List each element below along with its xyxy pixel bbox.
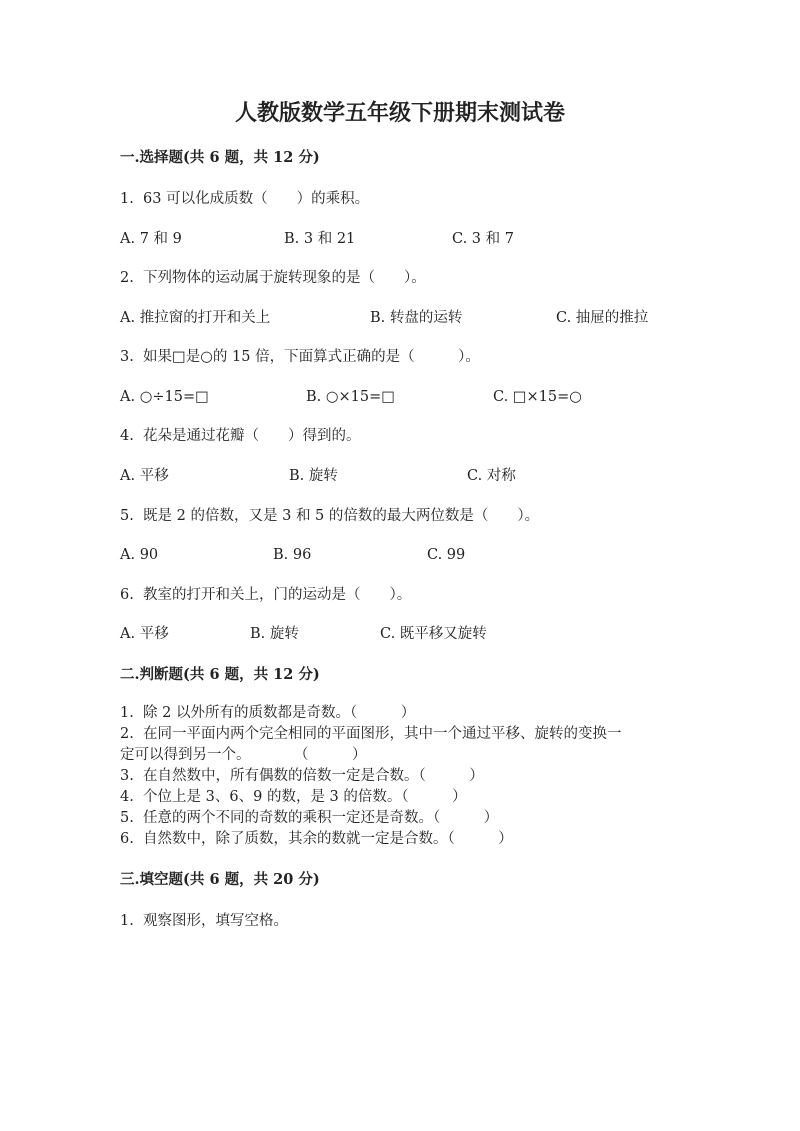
option-b: B. 转盘的运转 bbox=[370, 310, 463, 326]
option-a: A. ○÷15=□ bbox=[120, 389, 209, 405]
judge-item: 6. 自然数中，除了质数，其余的数就一定是合数。（ ） bbox=[120, 831, 513, 847]
judge-item: 4. 个位上是 3、6、9 的数，是 3 的倍数。（ ） bbox=[120, 789, 467, 805]
question-stem: 4. 花朵是通过花瓣（ ）得到的。 bbox=[120, 428, 361, 444]
question-stem: 1. 观察图形，填写空格。 bbox=[120, 913, 289, 929]
section-heading-fill: 三.填空题(共 6 题，共 20 分) bbox=[120, 871, 320, 888]
option-c: C. □×15=○ bbox=[493, 389, 582, 405]
option-b: B. 96 bbox=[273, 547, 312, 563]
option-b: B. 3 和 21 bbox=[284, 231, 356, 247]
option-b: B. 旋转 bbox=[250, 626, 299, 642]
option-c: C. 3 和 7 bbox=[452, 231, 514, 247]
option-c: C. 既平移又旋转 bbox=[380, 626, 487, 642]
section-heading-choice: 一.选择题(共 6 题，共 12 分) bbox=[120, 149, 320, 166]
option-c: C. 抽屉的推拉 bbox=[556, 310, 649, 326]
judge-item: 3. 在自然数中，所有偶数的倍数一定是合数。（ ） bbox=[120, 768, 484, 784]
question-stem: 3. 如果□是○的 15 倍，下面算式正确的是（ ）。 bbox=[120, 349, 480, 365]
question-stem: 2. 下列物体的运动属于旋转现象的是（ ）。 bbox=[120, 270, 426, 286]
judge-item: 2. 在同一平面内两个完全相同的平面图形，其中一个通过平移、旋转的变换一 bbox=[120, 726, 622, 742]
option-b: B. ○×15=□ bbox=[306, 389, 395, 405]
question-stem: 6. 教室的打开和关上，门的运动是（ ）。 bbox=[120, 587, 412, 603]
judge-item: 1. 除 2 以外所有的质数都是奇数。（ ） bbox=[120, 705, 416, 721]
option-b: B. 旋转 bbox=[289, 468, 338, 484]
option-a: A. 7 和 9 bbox=[120, 231, 182, 247]
judge-item: 5. 任意的两个不同的奇数的乘积一定还是奇数。（ ） bbox=[120, 810, 499, 826]
option-a: A. 90 bbox=[120, 547, 159, 563]
section-heading-judge: 二.判断题(共 6 题，共 12 分) bbox=[120, 666, 320, 683]
option-c: C. 99 bbox=[427, 547, 466, 563]
option-a: A. 推拉窗的打开和关上 bbox=[120, 310, 271, 326]
option-a: A. 平移 bbox=[120, 468, 169, 484]
page-title: 人教版数学五年级下册期末测试卷 bbox=[234, 100, 565, 126]
option-c: C. 对称 bbox=[467, 468, 516, 484]
judge-item-continued: 定可以得到另一个。 （ ） bbox=[120, 747, 367, 763]
question-stem: 1. 63 可以化成质数（ ）的乘积。 bbox=[120, 191, 370, 207]
question-stem: 5. 既是 2 的倍数，又是 3 和 5 的倍数的最大两位数是（ ）。 bbox=[120, 508, 540, 524]
option-a: A. 平移 bbox=[120, 626, 169, 642]
